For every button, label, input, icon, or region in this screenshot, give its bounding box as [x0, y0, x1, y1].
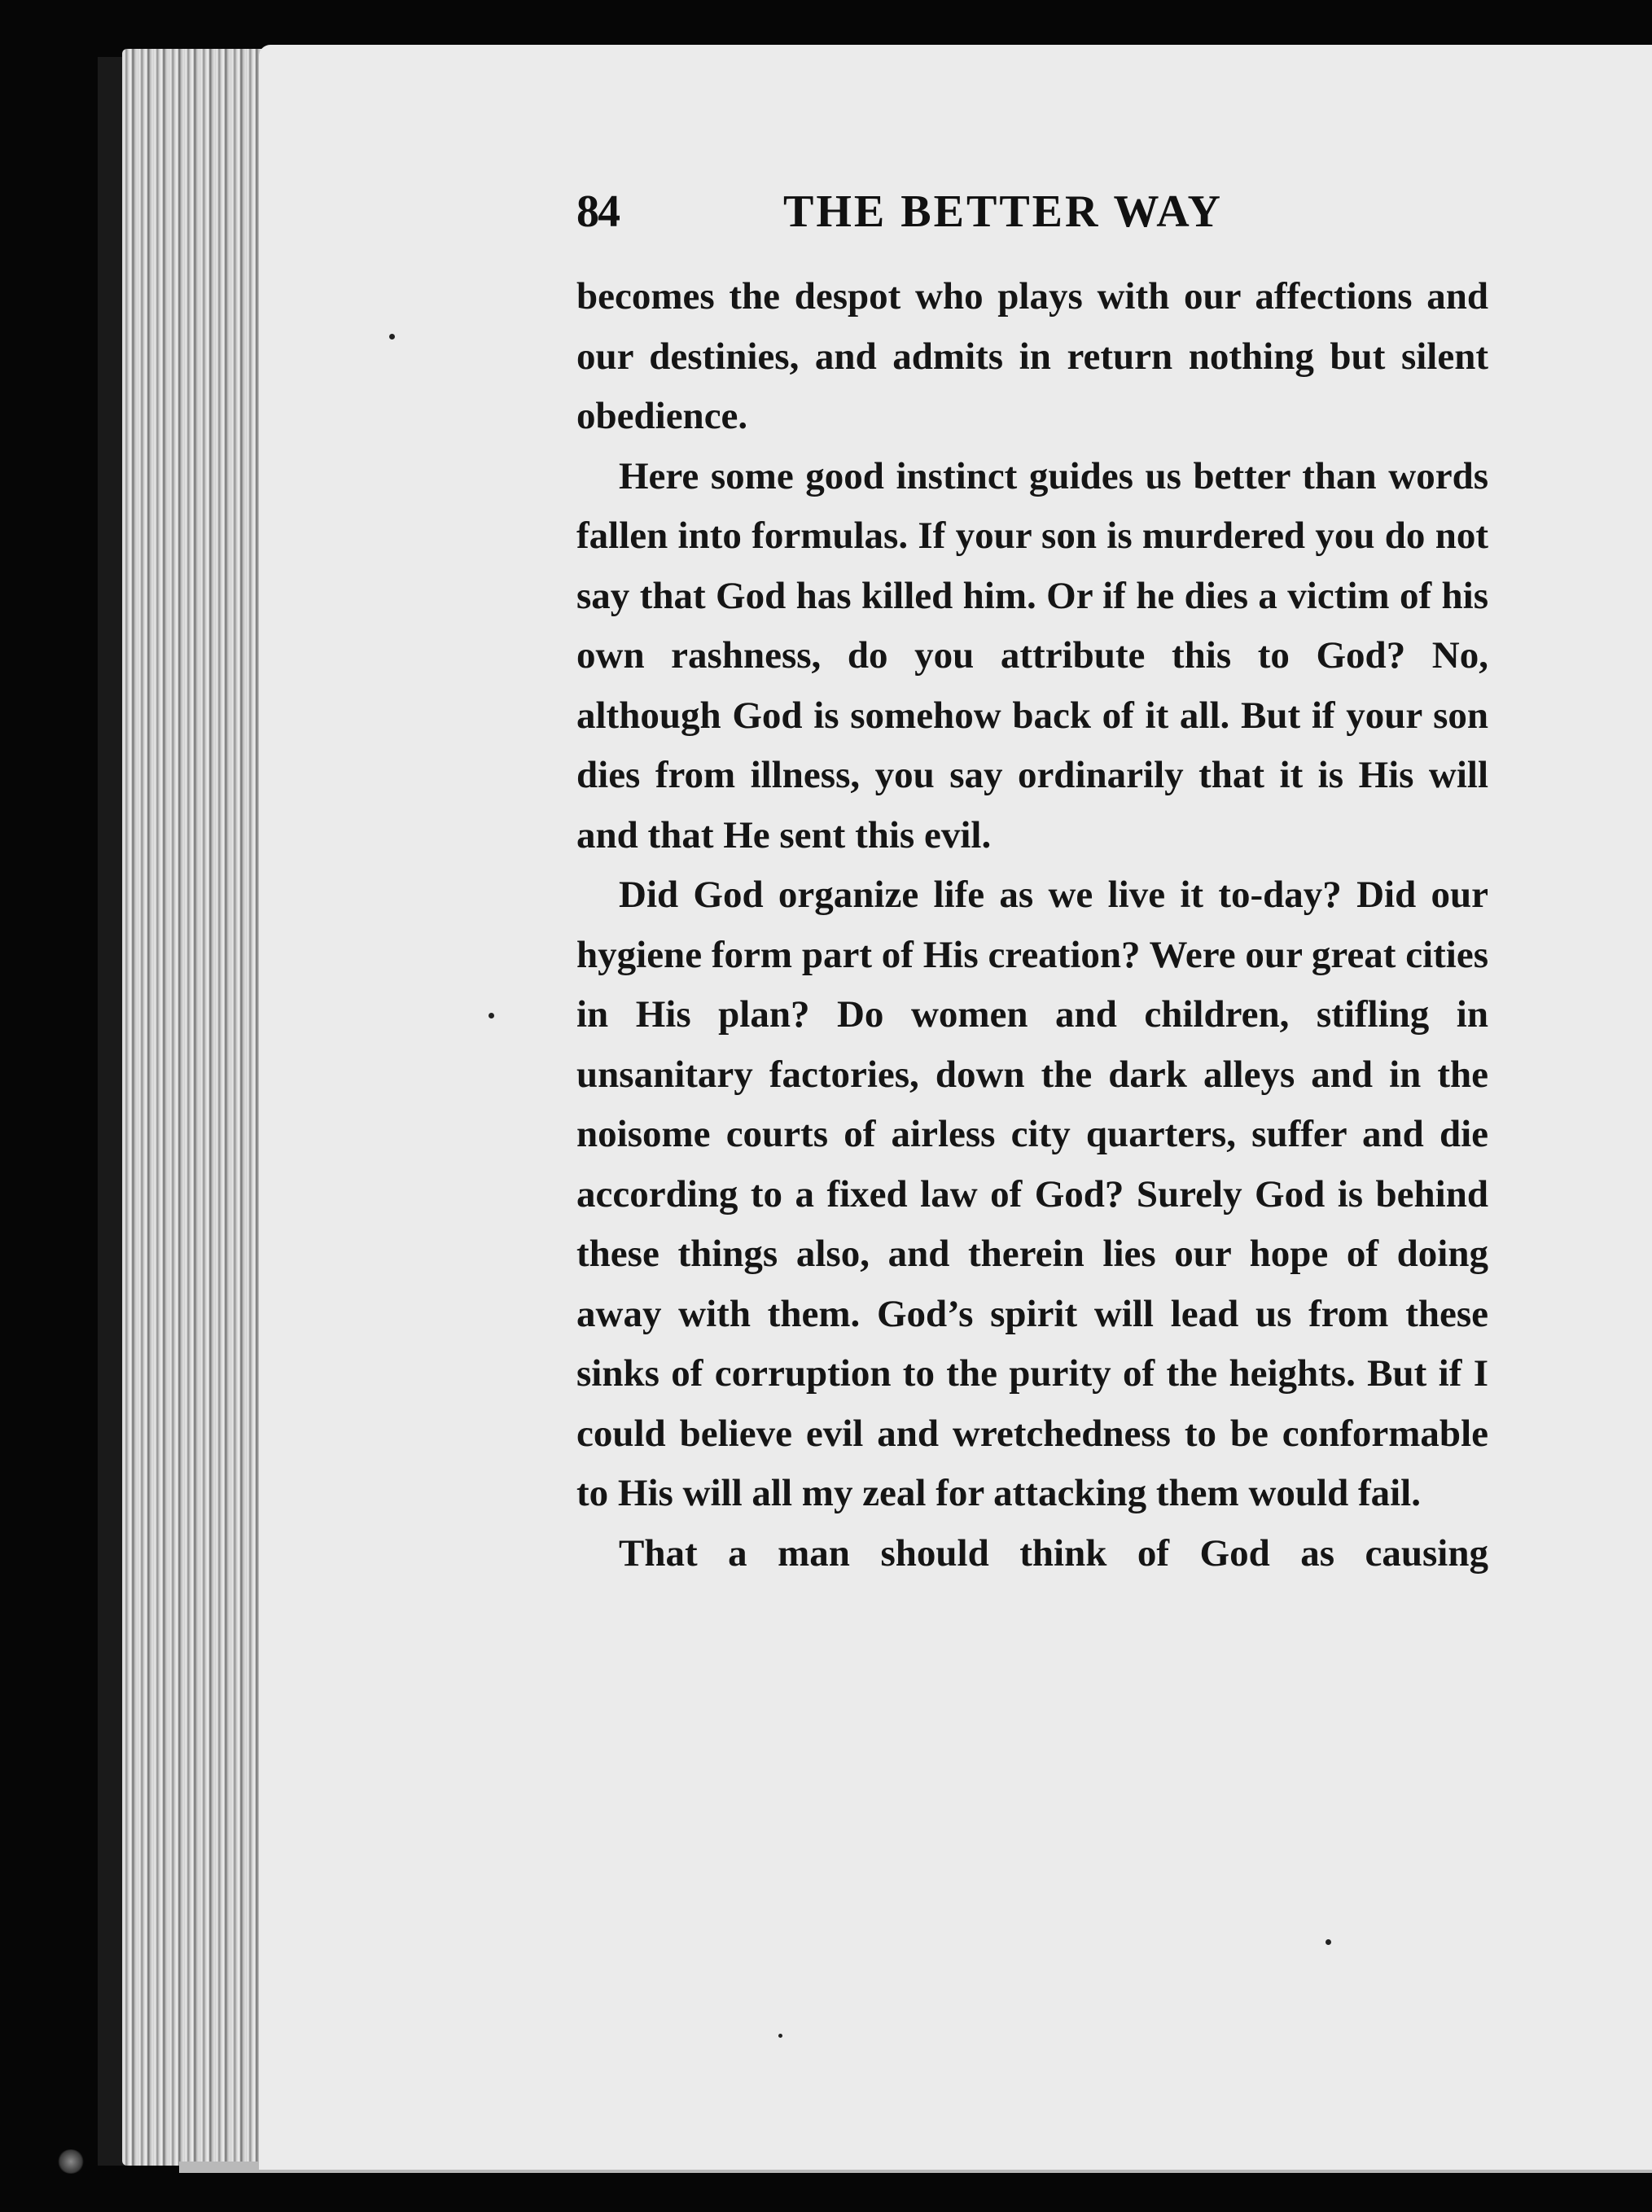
book-title: THE BETTER WAY: [783, 186, 1223, 237]
speck: [1326, 1939, 1331, 1945]
paragraph-4: That a man should think of God as causing: [619, 1531, 1488, 1575]
body-text: [576, 267, 1488, 1583]
speck: [489, 1013, 494, 1018]
paragraph-1: becomes the despot who plays with our affections and our destinies, and admits in return nothing but silent obedience.: [576, 275, 1488, 437]
corner-smudge: [57, 2149, 85, 2174]
page-number: 84: [576, 186, 619, 237]
page-edges: [122, 49, 265, 2166]
paragraph-2: Here some good instinct guides us better than words fallen into formulas. If your son is murdered you do not say that God has killed him. Or if he dies a victim of his own rashness, do you attribute this to God? No, although God is somehow back of it all. But if your son dies from illness, you say ordinarily that it is His will and that He sent this evil.: [576, 454, 1488, 856]
running-head: [576, 186, 1488, 251]
speck: [778, 2034, 782, 2038]
paragraph-3: Did God organize life as we live it to-day? Did our hygiene form part of His creation? Were our great cities in His plan? Do women and children, stifling in unsanitary factories, down the dark alleys and in the noisome courts of airless city quarters, suffer and die according to a fixed law of God? Surely God is behind these things also, and therein lies our hope of doing away with them. God’s spirit will lead us from these sinks of corruption to the purity of the heights. But if I could believe evil and wretchedness to be conformable to His will all my zeal for attacking them would fail.: [576, 874, 1488, 1514]
speck: [389, 334, 395, 339]
